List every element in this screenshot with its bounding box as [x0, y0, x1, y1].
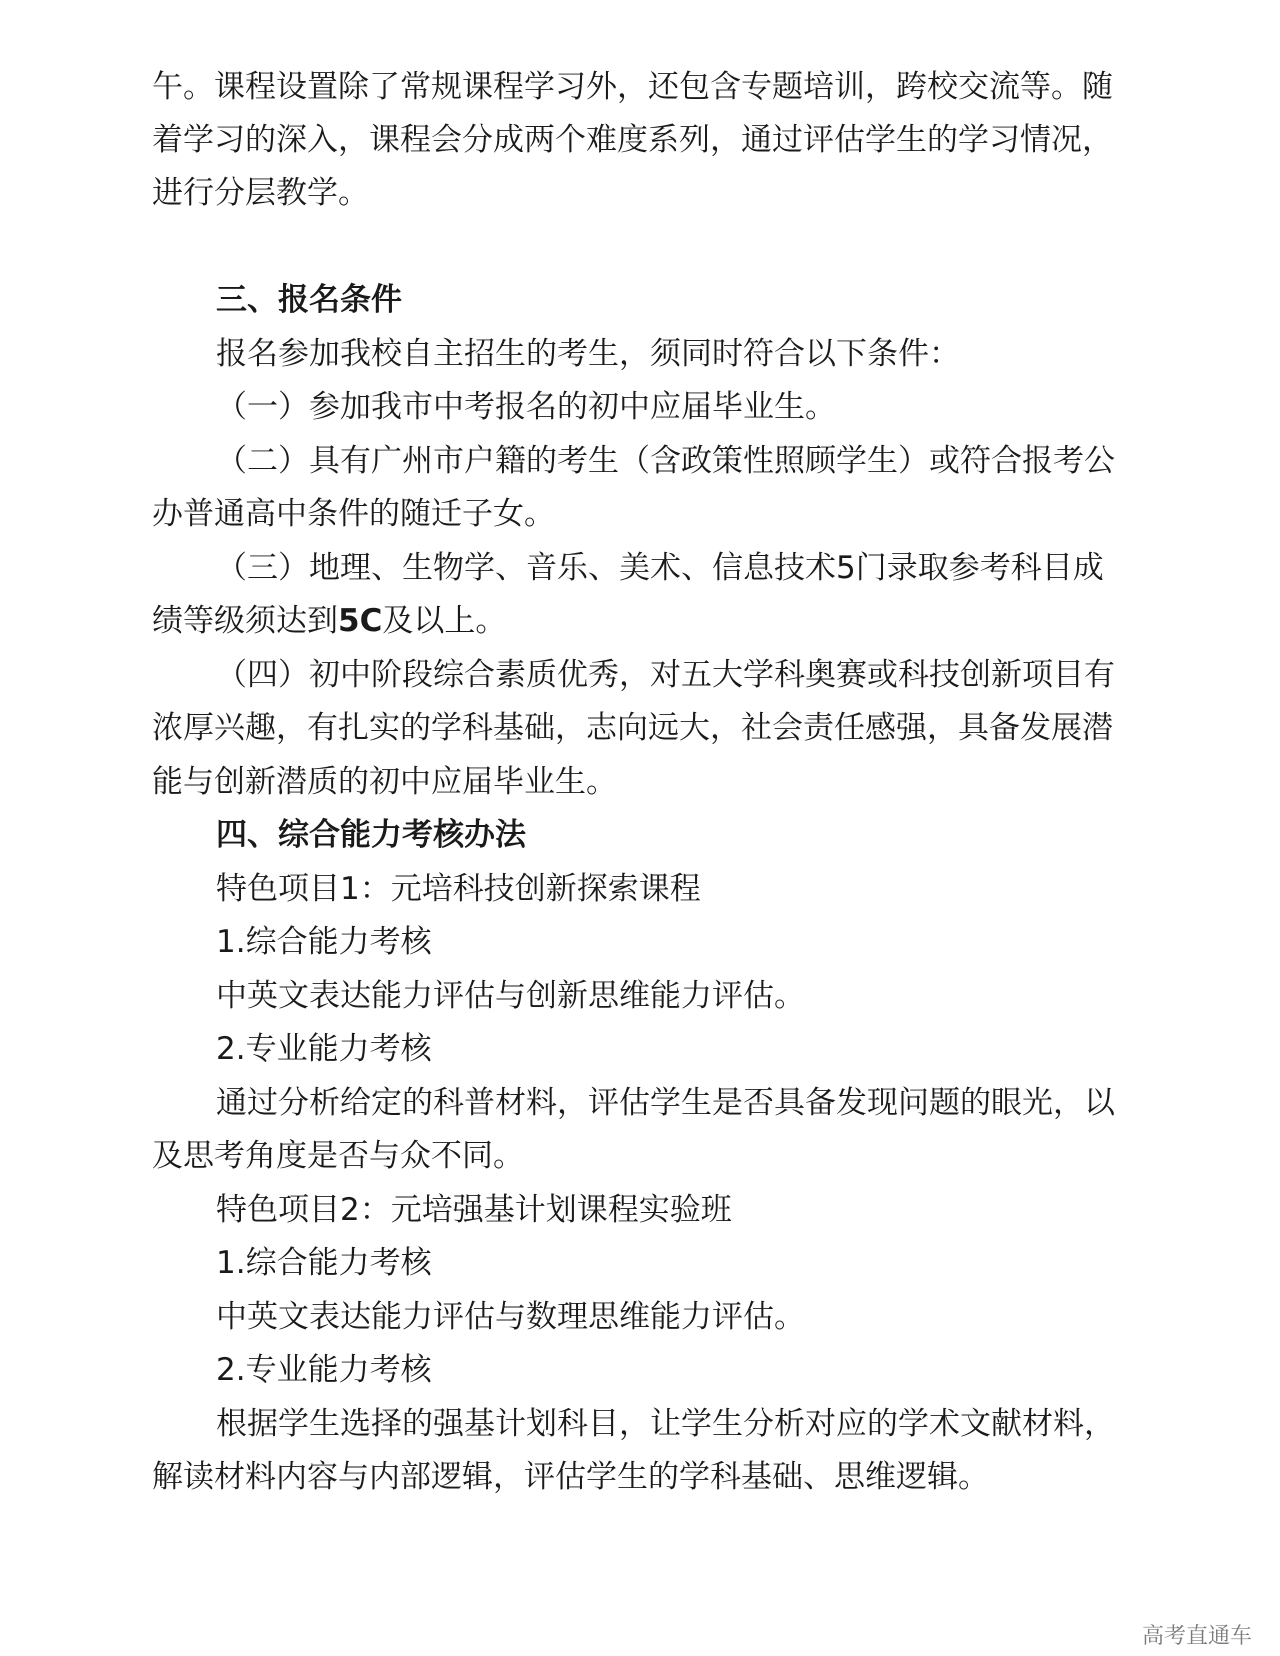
intro-line-3: 进行分层教学。	[152, 175, 369, 211]
condition-3-line-2	[152, 601, 1142, 641]
project-2-item-2-line-1: 根据学生选择的强基计划科目，让学生分析对应的学术文献材料，	[216, 1406, 1115, 1442]
project-2-item-1-body: 中英文表达能力评估与数理思维能力评估。	[216, 1299, 805, 1335]
project-1-item-2-line-1: 通过分析给定的科普材料，评估学生是否具备发现问题的眼光，以	[216, 1085, 1115, 1121]
condition-1: （一）参加我市中考报名的初中应届毕业生。	[216, 389, 836, 425]
section-4-heading: 四、综合能力考核办法	[216, 817, 526, 853]
condition-4-line-1: （四）初中阶段综合素质优秀，对五大学科奥赛或科技创新项目有	[216, 657, 1115, 693]
project-1-item-1-body: 中英文表达能力评估与创新思维能力评估。	[216, 978, 805, 1014]
condition-3-grade: 5C	[338, 603, 383, 639]
project-2-title: 特色项目2：元培强基计划课程实验班	[216, 1192, 732, 1228]
intro-line-2: 着学习的深入，课程会分成两个难度系列，通过评估学生的学习情况，	[152, 122, 1113, 158]
project-1-item-2-title: 2.专业能力考核	[216, 1031, 432, 1067]
project-2-item-1-title: 1.综合能力考核	[216, 1245, 432, 1281]
condition-2-line-2: 办普通高中条件的随迁子女。	[152, 496, 555, 532]
watermark: 高考直通车	[1141, 1624, 1252, 1649]
condition-3-text-b: 及以上。	[382, 603, 507, 639]
project-1-item-2-line-2: 及思考角度是否与众不同。	[152, 1138, 524, 1174]
project-2-item-2-title: 2.专业能力考核	[216, 1352, 432, 1388]
intro-line-1: 午。课程设置除了常规课程学习外，还包含专题培训，跨校交流等。随	[152, 69, 1113, 105]
condition-3-text-a: 绩等级须达到	[152, 603, 338, 639]
section-3-lead: 报名参加我校自主招生的考生，须同时符合以下条件：	[216, 336, 960, 372]
condition-4-line-2: 浓厚兴趣，有扎实的学科基础，志向远大，社会责任感强，具备发展潜	[152, 710, 1113, 746]
condition-2-line-1: （二）具有广州市户籍的考生（含政策性照顾学生）或符合报考公	[216, 443, 1115, 479]
condition-3-line-1: （三）地理、生物学、音乐、美术、信息技术5门录取参考科目成	[216, 550, 1104, 586]
project-1-item-1-title: 1.综合能力考核	[216, 924, 432, 960]
project-1-title: 特色项目1：元培科技创新探索课程	[216, 871, 701, 907]
project-2-item-2-line-2: 解读材料内容与内部逻辑，评估学生的学科基础、思维逻辑。	[152, 1459, 989, 1495]
condition-4-line-3: 能与创新潜质的初中应届毕业生。	[152, 764, 617, 800]
section-3-heading: 三、报名条件	[216, 282, 402, 318]
